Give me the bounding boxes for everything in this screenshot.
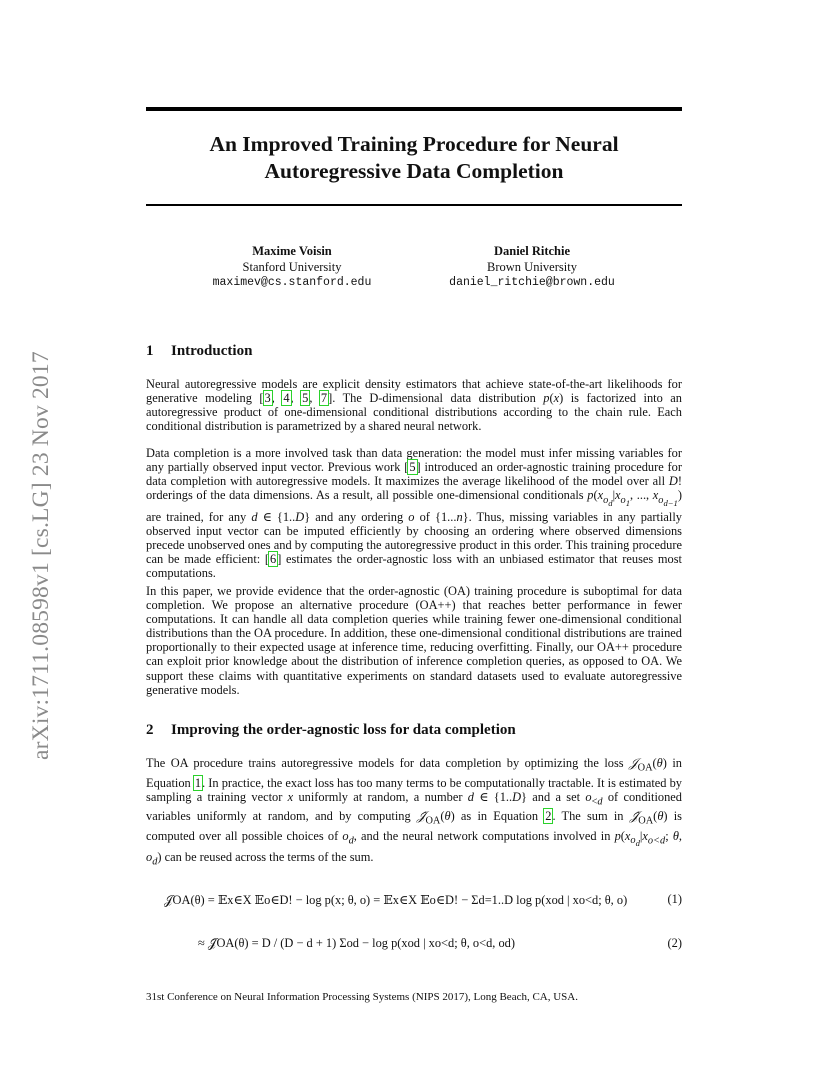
title-top-rule (146, 107, 682, 111)
equation-body: ≈ 𝒥̂OA(θ) = D / (D − d + 1) Σod − log p(xod | xo<d; θ, o<d, od) (198, 936, 515, 950)
paragraph-intro-3: In this paper, we provide evidence that the order-agnostic (OA) training procedure is suboptimal for data completion. We propose an alternative procedure (OA++) that reaches better performance in fewer computations. It can handle all data completion queries while training fewer one-dimensional conditional distributions than the OA procedure. In addition, these one-dimensional conditional distributions are trained proportionally to their expected usage at inference time, reducing overfitting. Finally, our OA++ procedure can exploit prior knowledge about the distribution of inference completion queries, as opposed to OA. We support these claims with quantitative experiments on standard datasets used to evaluate autoregressive generative models. (146, 584, 682, 697)
equation-number: (1) (667, 892, 682, 906)
section-number: 1 (146, 343, 154, 359)
title-line-1: An Improved Training Procedure for Neural (209, 132, 619, 156)
section-heading-introduction (146, 343, 252, 360)
author-name: Maxime Voisin (252, 244, 332, 258)
citation-link[interactable]: 3 (264, 391, 271, 406)
paragraph-section2-1: The OA procedure trains autoregressive models for data completion by optimizing the loss 𝒥$_{OA}$(θ) in Equation 1. In practice, the exact loss has too many terms to be computationally tractable. It is estimated by sampling a training vector x uniformly at random, a number d ∈ {1..D} and a set $o_{<d}$ of conditioned variables uniformly at random, and by computing $𝒥̂_{OA}(\theta)$ as in Equation 2. The sum in $𝒥̂_{OA}(\theta)$ is computed over all possible choices of $o_d$, and the neural network computations involved in $p(x_{o_d}|x_{o<d}$; θ, $o_d$) can be reused across the terms of the sum. (146, 756, 683, 868)
author-2 (412, 243, 652, 291)
author-affiliation: Stanford University (242, 260, 342, 274)
section-title: Improving the order-agnostic loss for data completion (171, 722, 516, 738)
paragraph-intro-2: Data completion is a more involved task than data generation: the model must infer missing variables for any partially observed input vector. Previous work [5] introduced an order-agnostic training procedure for data completion with autoregressive models. It maximizes the average likelihood of the model over all D! orderings of the data dimensions. As a result, all possible one-dimensional conditionals $p(x_{o_d}|x_{o_1}$, ..., $x_{o_{d-1}}$) are trained, for any d ∈ {1..D} and any ordering o of {1...n}. Thus, missing variables in any partially observed input vector can be imputed efficiently by choosing an ordering where observed dimensions precede unobserved ones and by computing the autoregressive product in this order. This training procedure can be made efficient: [6] estimates the order-agnostic loss with an unbiased estimator that reuses most computations. (146, 446, 682, 581)
citation-link[interactable]: 5 (302, 391, 309, 406)
paper-title (146, 131, 682, 185)
equation-2 (146, 936, 682, 956)
title-line-2: Autoregressive Data Completion (264, 159, 564, 183)
equation-link[interactable]: 1 (194, 775, 202, 790)
author-affiliation: Brown University (487, 260, 577, 274)
author-name: Daniel Ritchie (493, 244, 571, 258)
citation-link[interactable]: 6 (270, 552, 277, 567)
citation-link[interactable]: 4 (283, 391, 290, 406)
equation-number: (2) (667, 936, 682, 950)
title-bottom-rule (146, 204, 682, 206)
section-heading-oa-loss (146, 722, 516, 739)
author-email[interactable]: maximev@cs.stanford.edu (212, 276, 372, 289)
author-email[interactable]: daniel_ritchie@brown.edu (449, 276, 615, 289)
paragraph-intro-1: Neural autoregressive models are explicit density estimators that achieve state-of-the-art likelihoods for generative modeling [3, 4, 5, 7]. The D-dimensional data distribution p(x) is factorized into an autoregressive product of one-dimensional conditional distributions according to the chain rule. Each conditional distribution is parametrized by a shared neural network. (146, 377, 682, 434)
arxiv-identifier: arXiv:1711.08598v1 [cs.LG] 23 Nov 2017 (28, 351, 54, 760)
equation-1 (146, 892, 682, 912)
section-number: 2 (146, 722, 154, 738)
section-title: Introduction (171, 343, 253, 359)
citation-link[interactable]: 5 (409, 460, 416, 475)
conference-footnote: 31st Conference on Neural Information Processing Systems (NIPS 2017), Long Beach, CA, USA. (146, 991, 578, 1003)
citation-link[interactable]: 7 (320, 391, 328, 406)
equation-link[interactable]: 2 (545, 809, 552, 824)
equation-body: 𝒥OA(θ) = 𝔼x∈X 𝔼o∈D! − log p(x; θ, o) = 𝔼x∈X 𝔼o∈D! − Σd=1..D log p(xod | xo<d; θ, o) (164, 893, 628, 907)
author-1 (172, 243, 412, 291)
